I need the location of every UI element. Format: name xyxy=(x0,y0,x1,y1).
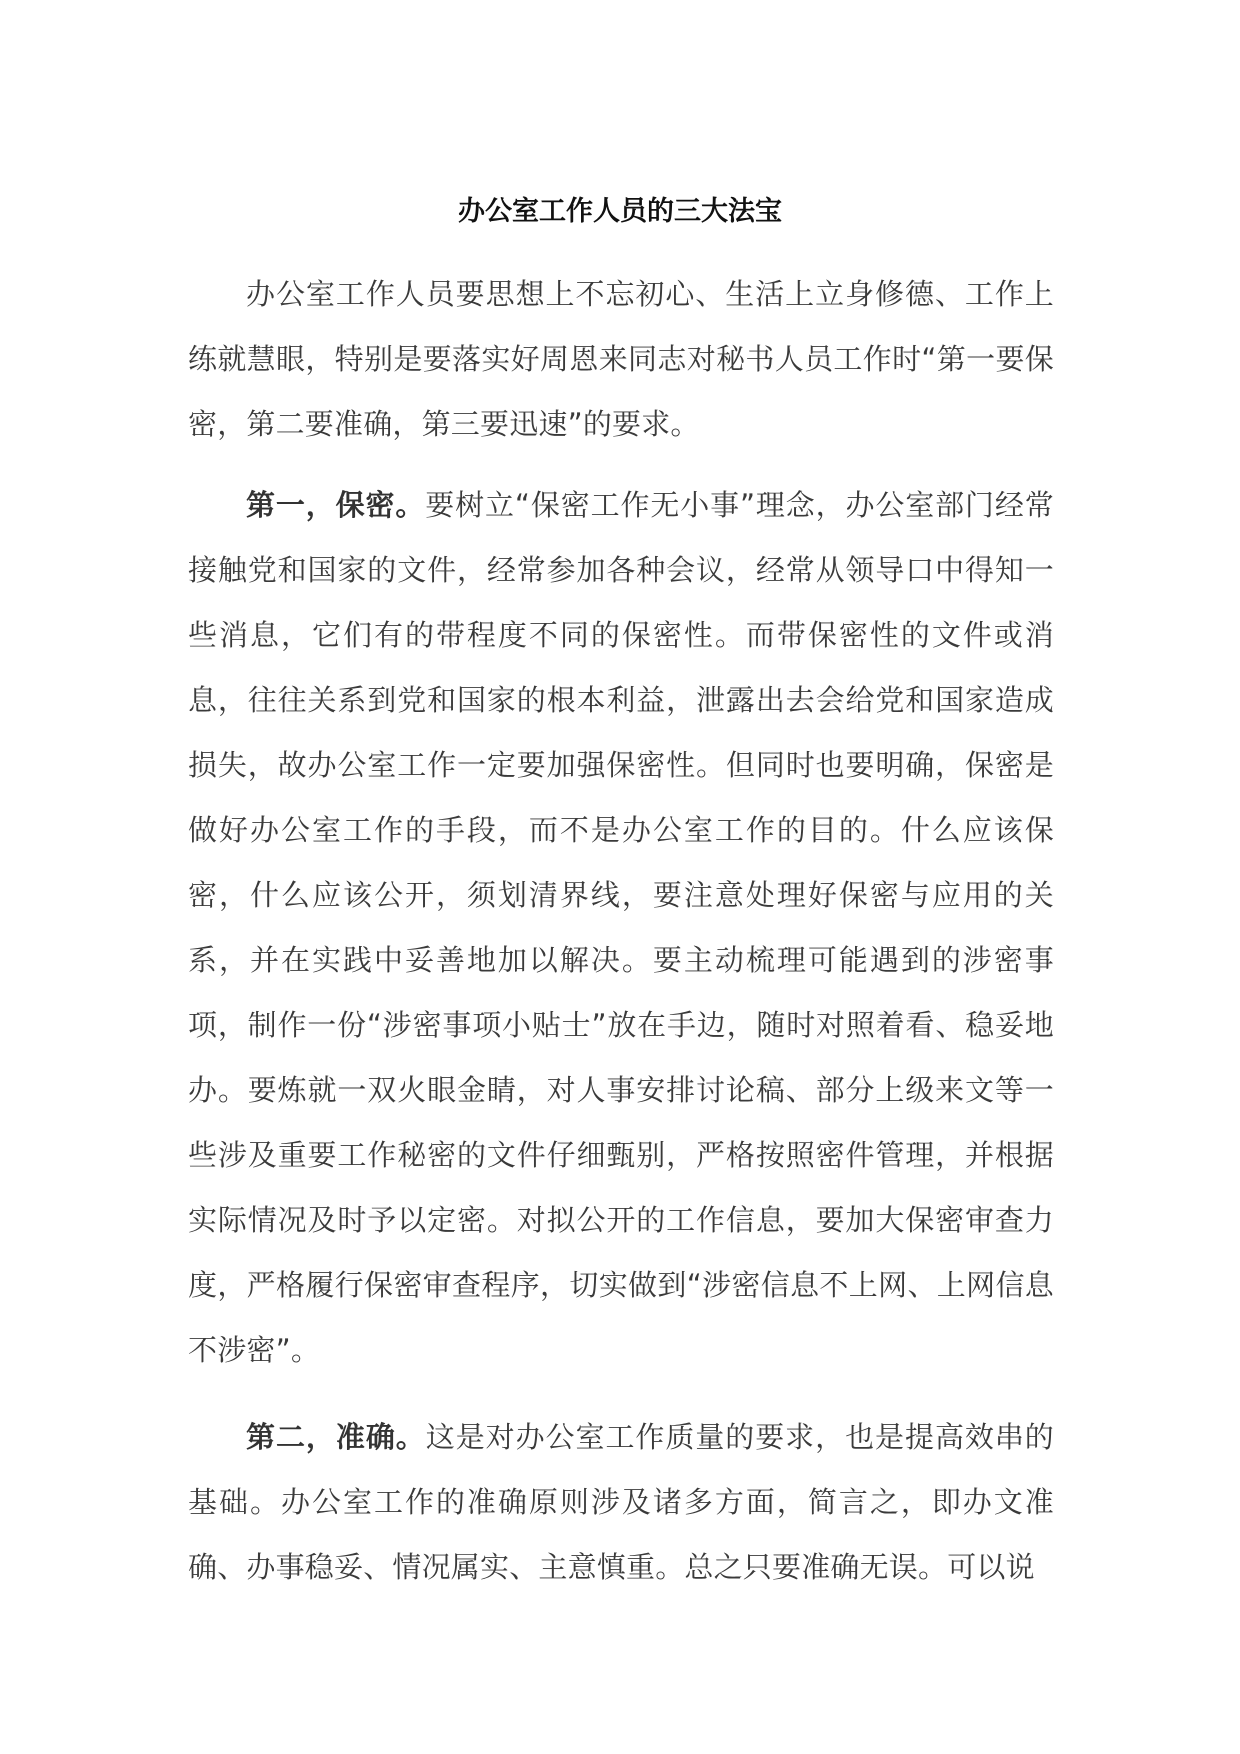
section-text: 要树立“保密工作无小事”理念，办公室部门经常接触党和国家的文件，经常参加各种会议，经常从领导口中得知一些消息，它们有的带程度不同的保密性。而带保密性的文件或消息，往往关系到党和国家的根本利益，泄露出去会给党和国家造成损失，故办公室工作一定要加强保密性。但同时也要明确，保密是做好办公室工作的手段，而不是办公室工作的目的。什么应该保密，什么应该公开，须划清界线，要注意处理好保密与应用的关系，并在实践中妥善地加以解决。要主动梳理可能遇到的涉密事项，制作一份“涉密事项小贴士”放在手边，随时对照着看、稳妥地办。要炼就一双火眼金睛，对人事安排讨论稿、部分上级来文等一些涉及重要工作秘密的文件仔细甄别，严格按照密件管理，并根据实际情况及时予以定密。对拟公开的工作信息，要加大保密审查力度，严格履行保密审查程序，切实做到“涉密信息不上网、上网信息不涉密”。 xyxy=(188,488,1054,1367)
section-paragraph-accuracy xyxy=(188,1405,1054,1600)
document-title: 办公室工作人员的三大法宝 xyxy=(458,196,782,227)
section-paragraph-confidentiality xyxy=(188,473,1054,1383)
intro-paragraph: 办公室工作人员要思想上不忘初心、生活上立身修德、工作上练就慧眼，特别是要落实好周恩来同志对秘书人员工作时“第一要保密，第二要准确，第三要迅速”的要求。 xyxy=(188,277,1054,441)
section-lead: 第一，保密。 xyxy=(246,488,426,522)
section-text: 这是对办公室工作质量的要求，也是提高效串的基础。办公室工作的准确原则涉及诸多方面，简言之，即办文准确、办事稳妥、情况属实、主意慎重。总之只要准确无误。可以说 xyxy=(188,1420,1055,1584)
section-lead: 第二，准确。 xyxy=(246,1420,426,1454)
